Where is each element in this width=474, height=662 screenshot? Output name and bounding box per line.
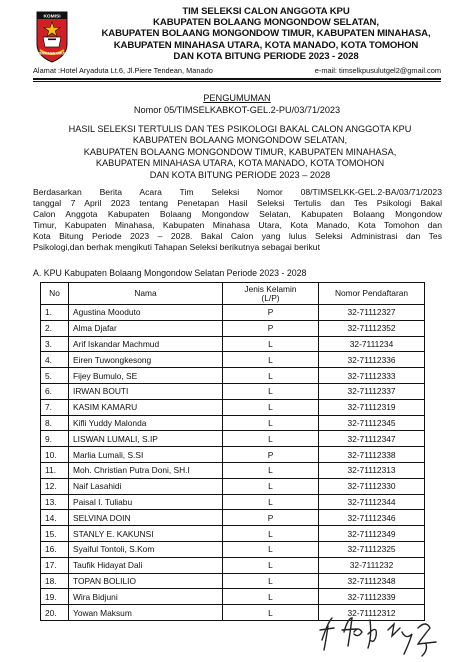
- letterhead-title: [76, 6, 456, 62]
- cell-registration: 32-71112319: [319, 399, 425, 415]
- col-header-gender-line1: Jenis Kelamin: [244, 283, 297, 294]
- cell-name: Eiren Tuwongkesong: [69, 352, 223, 368]
- cell-registration: 32-71112347: [319, 431, 425, 447]
- cell-registration: 32-71112327: [319, 305, 425, 321]
- kpu-emblem-icon: [33, 10, 71, 64]
- cell-name: KASIM KAMARU: [69, 399, 223, 415]
- cell-gender: P: [223, 447, 319, 463]
- table-row: [41, 589, 425, 605]
- paragraph-line: tanggal 7 April 2023 tentang Penetapan Hasil Seleksi Tertulis dan Tes Psikologi Bakal: [33, 198, 442, 208]
- table-row: [41, 320, 425, 336]
- cell-no: 20.: [41, 605, 69, 621]
- cell-gender: L: [223, 431, 319, 447]
- handwritten-signatures-icon: [318, 610, 448, 658]
- email-text: e-mail: timselkpusulutgel2@gmail.com: [314, 66, 441, 75]
- subject-line: KABUPATEN BOLAANG MONGONDOW TIMUR, KABUPATEN MINAHASA,: [83, 146, 397, 157]
- cell-name: Syaiful Tontoli, S.Kom: [69, 541, 223, 557]
- announcement-title: [0, 93, 474, 103]
- cell-registration: 32-71112312: [319, 605, 425, 621]
- cell-gender: P: [223, 305, 319, 321]
- paragraph-line: Psikologi,dan berhak mengikuti Tahapan Seleksi berikutnya sebagai berikut: [33, 242, 320, 252]
- cell-gender: P: [223, 510, 319, 526]
- table-row: [41, 478, 425, 494]
- subject-line: KABUPATEN MINAHASA UTARA, KOTA MANADO, KOTA TOMOHON: [95, 158, 385, 169]
- cell-name: Paisal I. Tuliabu: [69, 494, 223, 510]
- section-a-heading: A. KPU Kabupaten Bolaang Mongondow Selatan Periode 2023 - 2028: [33, 268, 307, 278]
- subject-line: HASIL SELEKSI TERTULIS DAN TES PSIKOLOGI BAKAL CALON ANGGOTA KPU: [68, 124, 412, 134]
- cell-name: LISWAN LUMALI, S.IP: [69, 431, 223, 447]
- table-row: [41, 336, 425, 352]
- cell-registration: 32-71112346: [319, 510, 425, 526]
- subject-line: KABUPATEN BOLAANG MONGONDOW SELATAN,: [132, 135, 348, 146]
- cell-name: IRWAN BOUTI: [69, 383, 223, 399]
- cell-name: Naif Lasahidi: [69, 478, 223, 494]
- cell-gender: L: [223, 573, 319, 589]
- cell-no: 5.: [41, 368, 69, 384]
- cell-registration: 32-71112338: [319, 447, 425, 463]
- letterhead-divider-thin: [33, 81, 441, 82]
- table-row: [41, 462, 425, 478]
- cell-registration: 32-71112325: [319, 541, 425, 557]
- announcement-number: Nomor 05/TIMSELKABKOT-GEL.2-PU/03/71/2023: [133, 105, 341, 115]
- cell-registration: 32-71112336: [319, 352, 425, 368]
- cell-gender: L: [223, 541, 319, 557]
- cell-name: Yowan Maksum: [69, 605, 223, 621]
- cell-name: TOPAN BOLILIO: [69, 573, 223, 589]
- cell-no: 15.: [41, 526, 69, 542]
- cell-no: 4.: [41, 352, 69, 368]
- table-row: [41, 431, 425, 447]
- cell-no: 6.: [41, 383, 69, 399]
- cell-no: 17.: [41, 557, 69, 573]
- table-row: [41, 573, 425, 589]
- table-header-row: [41, 283, 425, 305]
- letterhead-contact: [33, 66, 441, 77]
- candidate-table: [40, 282, 425, 621]
- cell-gender: L: [223, 462, 319, 478]
- cell-registration: 32-71112345: [319, 415, 425, 431]
- col-header-registration: Nomor Pendaftaran: [319, 283, 425, 305]
- cell-name: Kifli Yuddy Malonda: [69, 415, 223, 431]
- letterhead-line: KABUPATEN BOLAANG MONGONDOW SELATAN,: [153, 17, 379, 29]
- cell-registration: 32-71112333: [319, 368, 425, 384]
- col-header-gender-line2: (L/P): [261, 292, 280, 303]
- cell-gender: P: [223, 320, 319, 336]
- kpu-logo: [33, 10, 71, 64]
- cell-gender: L: [223, 557, 319, 573]
- cell-no: 11.: [41, 462, 69, 478]
- cell-registration: 32-71112313: [319, 462, 425, 478]
- table-row: [41, 305, 425, 321]
- cell-registration: 32-71112348: [319, 573, 425, 589]
- table-row: [41, 526, 425, 542]
- cell-name: Marlia Lumali, S.SI: [69, 447, 223, 463]
- address-text: Alamat :Hotel Aryaduta Lt.6, Jl.Piere Tendean, Manado: [33, 66, 213, 75]
- cell-no: 8.: [41, 415, 69, 431]
- cell-gender: L: [223, 368, 319, 384]
- paragraph-line: Timur, Kabupaten Minahasa, Kabupaten Minahasa Utara, Kota Manado, Kota Tomohon dan: [33, 220, 442, 230]
- logo-text-top: KOMISI: [43, 14, 61, 20]
- paragraph-line: Calon Anggota Kabupaten Bolaang Mongondow Selatan, Kabupaten Bolaang Mongondow: [33, 209, 442, 219]
- cell-gender: L: [223, 478, 319, 494]
- table-row: [41, 541, 425, 557]
- body-paragraph: [33, 187, 442, 253]
- cell-gender: L: [223, 415, 319, 431]
- cell-no: 12.: [41, 478, 69, 494]
- cell-no: 3.: [41, 336, 69, 352]
- cell-name: Wira Bidjuni: [69, 589, 223, 605]
- letterhead-line: KABUPATEN BOLAANG MONGONDOW TIMUR, KABUPATEN MINAHASA,: [101, 28, 431, 40]
- subject-line: DAN KOTA BITUNG PERIODE 2023 – 2028: [149, 169, 331, 180]
- cell-name: Fijey Bumulo, SE: [69, 368, 223, 384]
- table-row: [41, 494, 425, 510]
- table-row: [41, 415, 425, 431]
- cell-no: 7.: [41, 399, 69, 415]
- cell-name: STANLY E. KAKUNSI: [69, 526, 223, 542]
- cell-no: 16.: [41, 541, 69, 557]
- cell-gender: L: [223, 352, 319, 368]
- cell-name: Alma Djafar: [69, 320, 223, 336]
- cell-registration: 32-71112339: [319, 589, 425, 605]
- cell-gender: L: [223, 399, 319, 415]
- table-row: [41, 368, 425, 384]
- cell-name: SELVINA DOIN: [69, 510, 223, 526]
- cell-gender: L: [223, 526, 319, 542]
- cell-registration: 32-71112337: [319, 383, 425, 399]
- letterhead-line: KABUPATEN MINAHASA UTARA, KOTA MANADO, KOTA TOMOHON: [113, 39, 419, 51]
- cell-gender: L: [223, 383, 319, 399]
- handwritten-signatures: [318, 610, 448, 658]
- cell-gender: L: [223, 589, 319, 605]
- paragraph-line: Berdasarkan Berita Acara Tim Seleksi Nomor 08/TIMSELKK-GEL.2-BA/03/71/2023: [33, 187, 442, 197]
- table-row: [41, 510, 425, 526]
- table-row: [41, 399, 425, 415]
- table-row: [41, 352, 425, 368]
- cell-name: Arif Iskandar Machmud: [69, 336, 223, 352]
- cell-no: 9.: [41, 431, 69, 447]
- announcement-subject: [40, 124, 440, 181]
- cell-no: 10.: [41, 447, 69, 463]
- cell-gender: L: [223, 336, 319, 352]
- cell-name: Taufik Hidayat Dali: [69, 557, 223, 573]
- paragraph-line: Kota Bitung Periode 2023 – 2028. Bakal Calon yang lulus Seleksi Administrasi dan Tes: [33, 231, 442, 241]
- cell-gender: L: [223, 605, 319, 621]
- cell-name: Moh. Christian Putra Doni, SH.I: [69, 462, 223, 478]
- col-header-name: Nama: [69, 283, 223, 305]
- table-row: [41, 447, 425, 463]
- logo-text-bottom: PEMILIHAN UMUM: [37, 51, 67, 56]
- cell-no: 19.: [41, 589, 69, 605]
- cell-no: 18.: [41, 573, 69, 589]
- cell-no: 1.: [41, 305, 69, 321]
- cell-registration: 32-7111234: [319, 336, 425, 352]
- cell-registration: 32-71112349: [319, 526, 425, 542]
- letterhead-line: DAN KOTA BITUNG PERIODE 2023 - 2028: [173, 50, 359, 62]
- announcement-title-text: PENGUMUMAN: [203, 93, 271, 103]
- cell-name: Agustina Mooduto: [69, 305, 223, 321]
- cell-registration: 32-71112344: [319, 494, 425, 510]
- cell-registration: 32-7111232: [319, 557, 425, 573]
- cell-gender: L: [223, 494, 319, 510]
- cell-registration: 32-71112330: [319, 478, 425, 494]
- letterhead-line: TIM SELEKSI CALON ANGGOTA KPU: [182, 6, 350, 17]
- cell-registration: 32-71112352: [319, 320, 425, 336]
- cell-no: 13.: [41, 494, 69, 510]
- table-row: [41, 383, 425, 399]
- cell-no: 14.: [41, 510, 69, 526]
- letterhead-divider: [33, 78, 441, 80]
- col-header-gender: [223, 283, 319, 305]
- table-row: [41, 557, 425, 573]
- col-header-no: No: [41, 283, 69, 305]
- cell-no: 2.: [41, 320, 69, 336]
